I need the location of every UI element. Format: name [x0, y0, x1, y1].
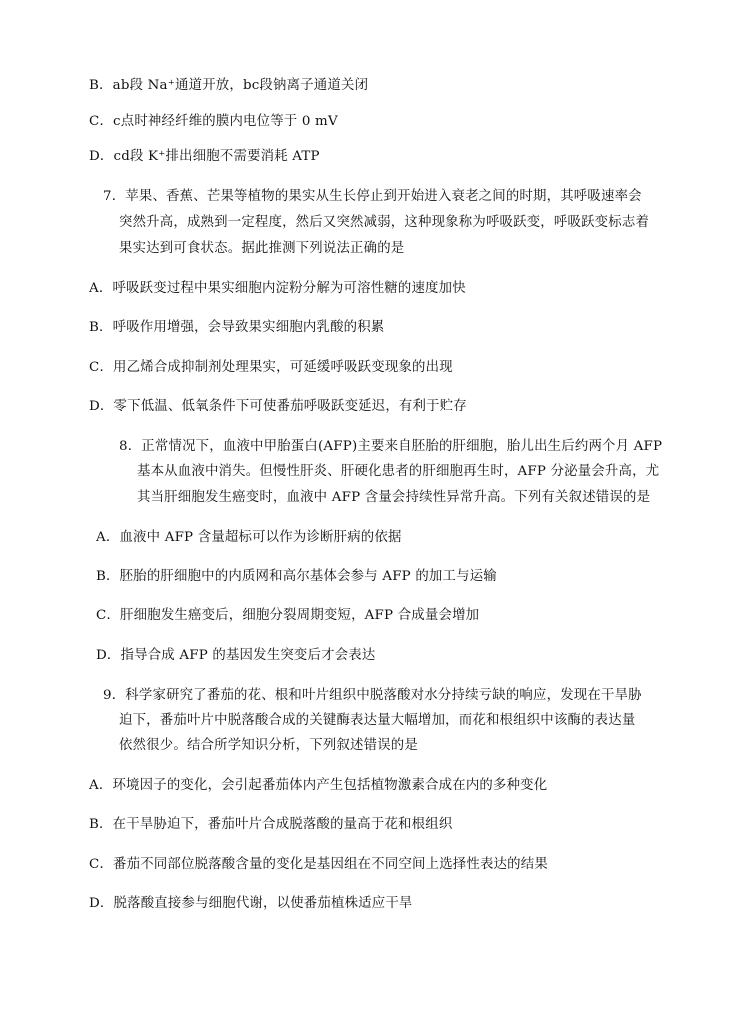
option-text: 零下低温、低氧条件下可使番茄呼吸跃变延迟，有利于贮存 — [113, 399, 467, 414]
option-label: B． — [89, 320, 113, 335]
option-label: D． — [89, 896, 114, 911]
q7-option-a — [89, 279, 466, 299]
option-label: A． — [89, 778, 113, 793]
q9-stem-line-3: 依然很少。结合所学知识分析，下列叙述错误的是 — [119, 738, 418, 753]
option-text: 指导合成 AFP 的基因发生突变后才会表达 — [120, 648, 376, 663]
q9-option-a — [89, 776, 547, 796]
option-label: C． — [89, 114, 114, 129]
option-text: 血液中 AFP 含量超标可以作为诊断肝病的依据 — [119, 530, 402, 545]
q9-stem-line-1: 9．科学家研究了番茄的花、根和叶片组织中脱落酸对水分持续亏缺的响应，发现在干旱胁 — [103, 688, 642, 703]
option-text: 胚胎的肝细胞中的内质网和高尔基体会参与 AFP 的加工与运输 — [119, 569, 497, 584]
q7-stem-line-3: 果实达到可食状态。据此推测下列说法正确的是 — [119, 241, 405, 256]
option-label: A． — [89, 281, 113, 296]
option-label: B． — [89, 78, 113, 93]
q6-option-d — [89, 147, 320, 167]
q6-option-c — [89, 112, 338, 132]
q9-stem-line-2: 迫下，番茄叶片中脱落酸合成的关键酶表达量大幅增加，而花和根组织中该酶的表达量 — [119, 713, 636, 728]
option-text: 番茄不同部位脱落酸含量的变化是基因组在不同空间上选择性表达的结果 — [113, 857, 548, 872]
option-text: 呼吸作用增强，会导致果实细胞内乳酸的积累 — [112, 320, 385, 335]
option-label: A． — [96, 530, 120, 545]
q8-option-c — [96, 606, 479, 626]
option-text: cd段 K⁺排出细胞不需要消耗 ATP — [113, 149, 320, 164]
q7-option-d — [89, 397, 467, 417]
option-text: c点时神经纤维的膜内电位等于 0 mV — [113, 114, 338, 129]
option-label: B． — [96, 569, 120, 584]
option-label: B． — [89, 817, 113, 832]
q8-option-b — [96, 567, 497, 587]
option-text: ab段 Na⁺通道开放，bc段钠离子通道关闭 — [112, 78, 369, 93]
option-text: 用乙烯合成抑制剂处理果实，可延缓呼吸跃变现象的出现 — [113, 360, 453, 375]
q7-stem-line-2: 突然升高，成熟到一定程度，然后又突然减弱，这种现象称为呼吸跃变，呼吸跃变标志着 — [119, 215, 650, 230]
option-label: D． — [96, 648, 121, 663]
option-text: 肝细胞发生癌变后，细胞分裂周期变短，AFP 合成量会增加 — [120, 608, 480, 623]
q7-option-c — [89, 358, 453, 378]
q8-stem-line-1: 8．正常情况下，血液中甲胎蛋白(AFP)主要来自胚胎的肝细胞，胎儿出生后约两个月 AFP — [119, 439, 663, 454]
q9-option-b — [89, 815, 452, 835]
option-text: 在干旱胁迫下，番茄叶片合成脱落酸的量高于花和根组织 — [112, 817, 453, 832]
option-text: 环境因子的变化，会引起番茄体内产生包括植物激素合成在内的多种变化 — [112, 778, 548, 793]
q8-option-a — [96, 528, 402, 548]
q9-option-d — [89, 894, 413, 914]
q9-option-c — [89, 855, 548, 875]
option-label: C． — [96, 608, 121, 623]
option-label: C． — [89, 360, 114, 375]
option-text: 脱落酸直接参与细胞代谢，以使番茄植株适应干旱 — [113, 896, 413, 911]
q7-option-b — [89, 318, 384, 338]
q8-stem-line-3: 其当肝细胞发生癌变时，血液中 AFP 含量会持续性异常升高。下列有关叙述错误的是 — [137, 490, 651, 505]
option-text: 呼吸跃变过程中果实细胞内淀粉分解为可溶性糖的速度加快 — [112, 281, 466, 296]
option-label: D． — [89, 149, 114, 164]
q7-stem-line-1: 7．苹果、香蕉、芒果等植物的果实从生长停止到开始进入衰老之间的时期，其呼吸速率会 — [103, 189, 642, 204]
option-label: C． — [89, 857, 114, 872]
option-label: D． — [89, 399, 114, 414]
q6-option-b — [89, 76, 368, 96]
q8-stem-line-2: 基本从血液中消失。但慢性肝炎、肝硬化患者的肝细胞再生时，AFP 分泌量会升高，尤 — [137, 464, 660, 479]
q8-option-d — [96, 646, 375, 666]
